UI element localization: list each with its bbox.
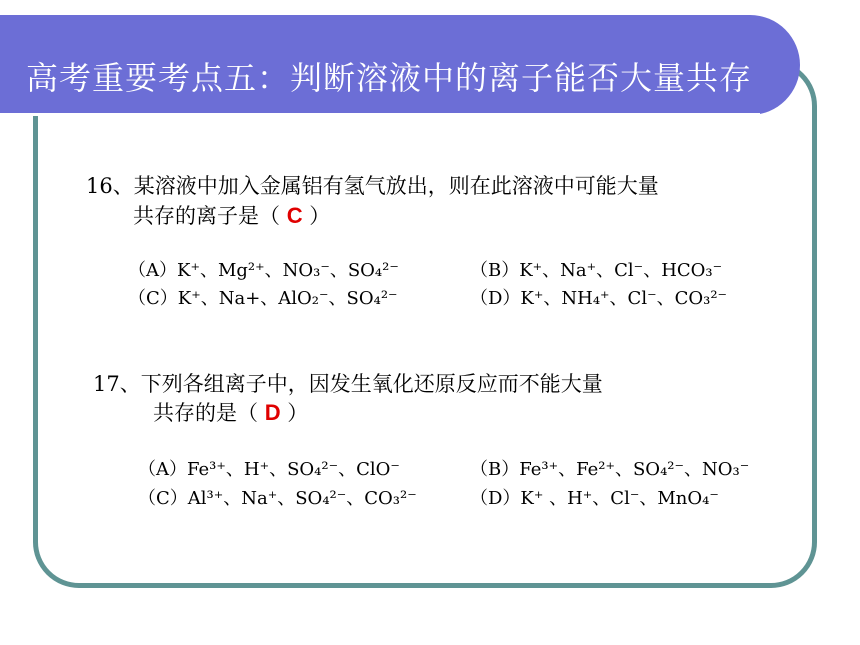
- q16-line2: [133, 200, 330, 230]
- q17-line1: 17、下列各组离子中，因发生氧化还原反应而不能大量: [93, 372, 603, 396]
- q16-line1: 16、某溶液中加入金属铝有氢气放出，则在此溶液中可能大量: [86, 174, 659, 198]
- q17-answer: D: [264, 400, 281, 425]
- q17-option-a: （A）Fe³⁺、H⁺、SO₄²⁻、ClO⁻: [138, 459, 400, 480]
- q16-option-c: （C）K⁺、Na+、AlO₂⁻、SO₄²⁻: [128, 288, 398, 309]
- q16-stem-pre: 共存的离子是（: [133, 204, 280, 228]
- q17-line2: [153, 397, 308, 427]
- q17-stem-pre: 共存的是（: [153, 401, 258, 425]
- q17-option-b: （B）Fe³⁺、Fe²⁺、SO₄²⁻、NO₃⁻: [470, 459, 750, 480]
- q16-option-d: （D）K⁺、NH₄⁺、Cl⁻、CO₃²⁻: [470, 288, 728, 309]
- q16-stem-post: ）: [309, 204, 331, 228]
- q16-option-b: （B）K⁺、Na⁺、Cl⁻、HCO₃⁻: [470, 260, 723, 281]
- q17-option-d: （D）K⁺ 、H⁺、Cl⁻、MnO₄⁻: [470, 488, 719, 509]
- slide-title: 高考重要考点五：判断溶液中的离子能否大量共存: [26, 59, 753, 97]
- q17-option-c: （C）Al³⁺、Na⁺、SO₄²⁻、CO₃²⁻: [138, 488, 417, 509]
- q17-stem-post: ）: [287, 401, 309, 425]
- banner-rule: [0, 113, 760, 116]
- title-banner: [0, 15, 800, 115]
- q16-answer: C: [286, 203, 303, 228]
- q16-option-a: （A）K⁺、Mg²⁺、NO₃⁻、SO₄²⁻: [128, 260, 399, 281]
